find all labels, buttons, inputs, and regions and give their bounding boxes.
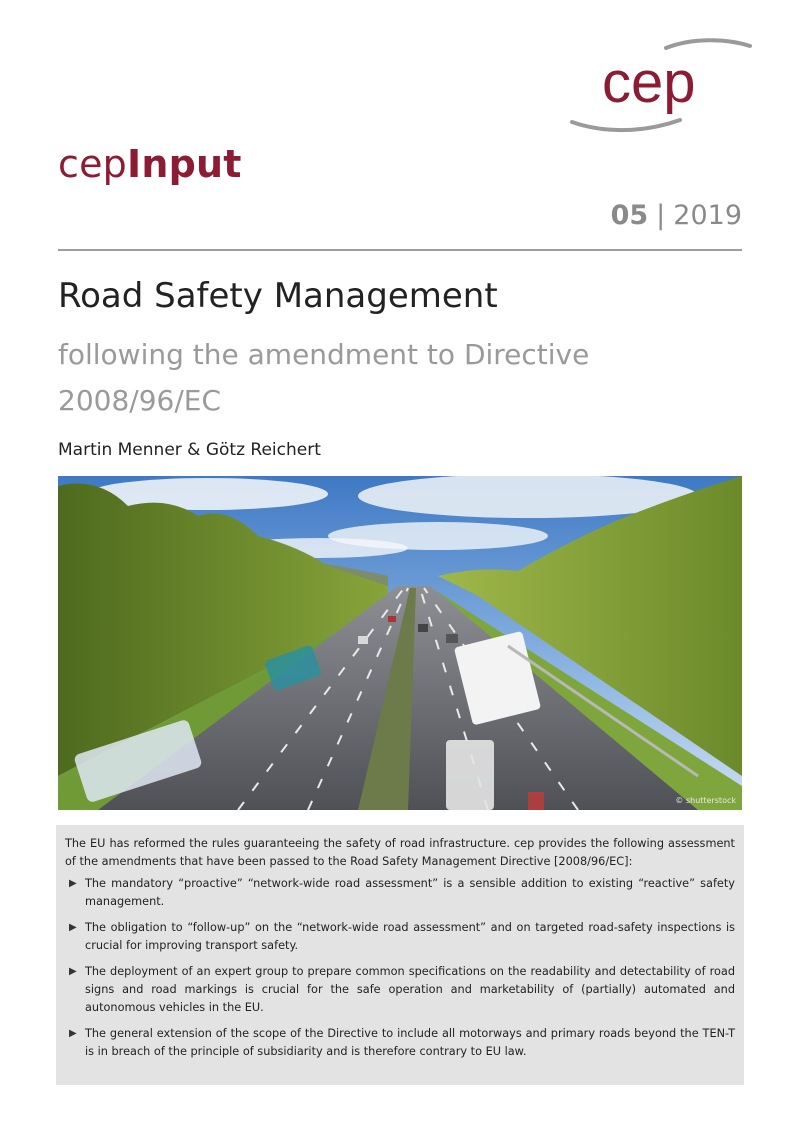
brand-title	[58, 142, 242, 186]
highway-photo	[58, 476, 742, 810]
issue-number	[611, 200, 742, 231]
list-item-text: The general extension of the scope of the Directive to include all motorways and primary roads beyond the TEN-T is in breach of the principle of subsidiarity and is therefore contrary to EU law.	[85, 1027, 735, 1058]
cep-logo	[566, 34, 756, 134]
authors: Martin Menner & Götz Reichert	[58, 440, 321, 460]
triangle-right-icon: ▶	[69, 922, 77, 933]
list-item	[65, 963, 735, 1017]
list-item	[65, 875, 735, 911]
logo-wordmark: cep	[602, 50, 696, 115]
summary-box	[56, 825, 744, 1085]
page-subtitle: following the amendment to Directive 2008/96/EC	[58, 338, 590, 417]
summary-intro: The EU has reformed the rules guaranteeing the safety of road infrastructure. cep provides the following assessment of the amendments that have been passed to the Road Safety Management Directive [2008/96/EC]:	[65, 837, 735, 868]
issue-separator: |	[656, 200, 666, 231]
brand-prefix: cep	[58, 142, 127, 186]
triangle-right-icon: ▶	[69, 966, 77, 977]
summary-list	[65, 875, 735, 1061]
issue-year: 2019	[673, 200, 742, 231]
list-item-text: The obligation to “follow-up” on the “network-wide road assessment” and on targeted road-safety inspections is crucial for improving transport safety.	[85, 921, 735, 952]
brand-bold: Input	[127, 142, 242, 186]
list-item-text: The mandatory “proactive” “network-wide road assessment” is a sensible addition to existing “reactive” safety management.	[85, 877, 735, 908]
list-item	[65, 919, 735, 955]
list-item	[65, 1025, 735, 1061]
triangle-right-icon: ▶	[69, 1028, 77, 1039]
triangle-right-icon: ▶	[69, 878, 77, 889]
image-credit: © shutterstock	[675, 796, 736, 805]
issue-num: 05	[610, 200, 649, 231]
list-item-text: The deployment of an expert group to prepare common specifications on the readability and detectability of road signs and road markings is crucial for the safe operation and marketability of (partially) automated and autonomous vehicles in the EU.	[85, 965, 735, 1014]
page-title: Road Safety Management	[58, 276, 498, 316]
divider	[58, 249, 742, 251]
